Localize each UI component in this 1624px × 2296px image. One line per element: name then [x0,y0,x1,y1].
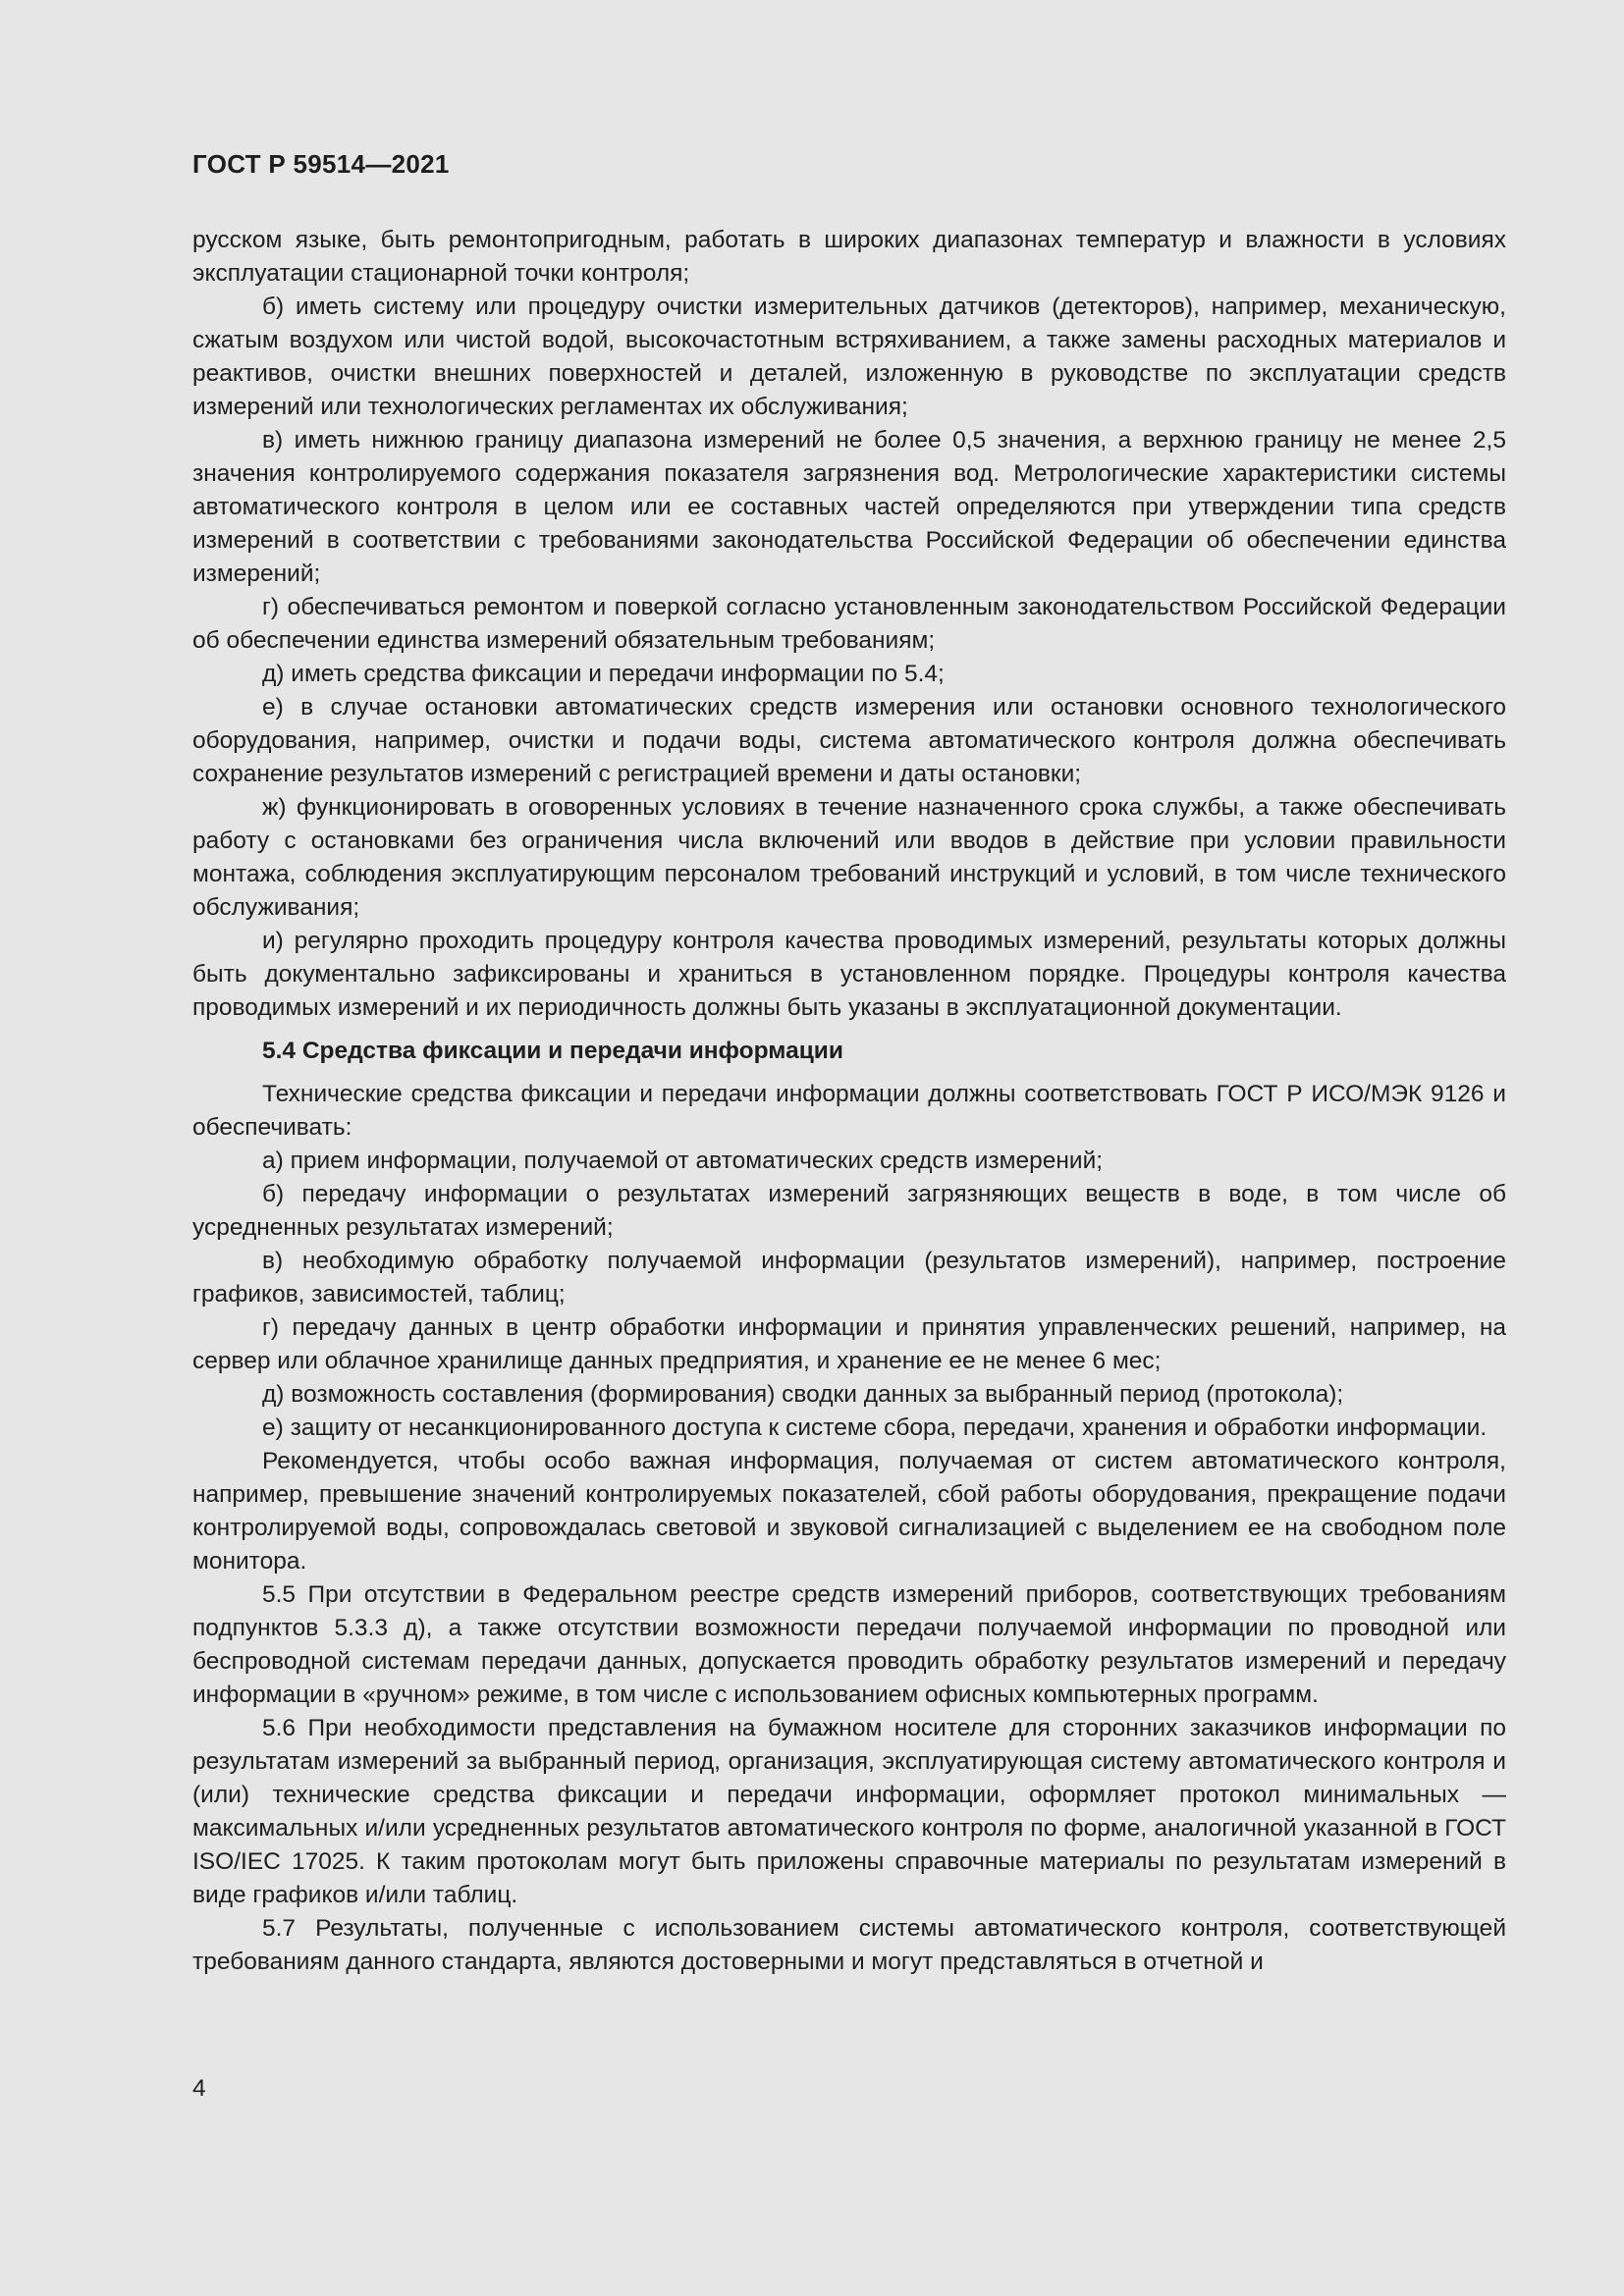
page-number: 4 [192,2075,206,2102]
list-item-a: а) прием информации, получаемой от автоматических средств измерений; [262,1148,1104,1174]
list-item-v: в) иметь нижнюю границу диапазона измерений не более 0,5 значения, а верхнюю границу не менее 2,5 значения контролируемого содержания показателя загрязнения вод. Метрологические характеристики системы автоматического контроля в целом или ее составных частей определяются при утверждении типа средств измерений в соответствии с требованиями законодательства Российской Федерации об обеспечении единства измерений; [192,427,1506,587]
list-item-zh: ж) функционировать в оговоренных условиях в течение назначенного срока службы, а также обеспечивать работу с остановками без ограничения числа включений или вводов в действие при условии правильности монтажа, соблюдения эксплуатирующим персоналом требований инструкций и условий, в том числе технического обслуживания; [192,794,1506,921]
recommendation-paragraph: Рекомендуется, чтобы особо важная информация, получаемая от систем автоматического контроля, например, превышение значений контролируемых показателей, сбой работы оборудования, прекращение подачи контролируемой воды, сопровождалась световой и звуковой сигнализацией с выделением ее на свободном поле монитора. [192,1448,1506,1575]
list-item-g: г) обеспечиваться ремонтом и поверкой согласно установленным законодательством Российской Федерации об обеспечении единства измерений обязательным требованиям; [192,594,1506,654]
list-item-g: г) передачу данных в центр обработки информации и принятия управленческих решений, например, на сервер или облачное хранилище данных предприятия, и хранение ее не менее 6 мес; [192,1314,1506,1374]
list-item-i: и) регулярно проходить процедуру контроля качества проводимых измерений, результаты которых должны быть документально зафиксированы и храниться в установленном порядке. Процедуры контроля качества проводимых измерений и их периодичность должны быть указаны в эксплуатационной документации. [192,928,1506,1021]
clause-5-7: 5.7 Результаты, полученные с использованием системы автоматического контроля, соответствующей требованиям данного стандарта, являются достоверными и могут представляться в отчетной и [192,1915,1506,1975]
list-item-b: б) иметь систему или процедуру очистки измерительных датчиков (детекторов), например, механическую, сжатым воздухом или чистой водой, высокочастотным встряхиванием, а также замены расходных материалов и реактивов, очистки внешних поверхностей и деталей, изложенную в руководстве по эксплуатации средств измерений или технологических регламентах их обслуживания; [192,294,1506,420]
clause-5-6: 5.6 При необходимости представления на бумажном носителе для сторонних заказчиков информации по результатам измерений за выбранный период, организация, эксплуатирующая систему автоматического контроля и (или) технические средства фиксации и передачи информации, оформляет протокол минимальных — максимальных и/или усредненных результатов автоматического контроля по форме, аналогичной указанной в ГОСТ ISO/IEC 17025. К таким протоколам могут быть приложены справочные материалы по результатам измерений в виде графиков и/или таблиц. [192,1715,1506,1908]
list-item-b: б) передачу информации о результатах измерений загрязняющих веществ в воде, в том числе об усредненных результатах измерений; [192,1181,1506,1241]
document-header: ГОСТ Р 59514—2021 [192,149,450,179]
paragraph-continuation: русском языке, быть ремонтопригодным, работать в широких диапазонах температур и влажности в условиях эксплуатации стационарной точки контроля; [192,227,1506,287]
section-heading-5-4: 5.4 Средства фиксации и передачи информации [262,1038,843,1064]
list-item-d: д) возможность составления (формирования) сводки данных за выбранный период (протокола); [262,1381,1344,1408]
document-body [192,224,1506,1979]
clause-5-5: 5.5 При отсутствии в Федеральном реестре средств измерений приборов, соответствующих требованиям подпунктов 5.3.3 д), а также отсутствии возможности передачи получаемой информации по проводной или беспроводной системам передачи данных, допускается проводить обработку результатов измерений и передачу информации в «ручном» режиме, в том числе с использованием офисных компьютерных программ. [192,1581,1506,1708]
section-intro: Технические средства фиксации и передачи информации должны соответствовать ГОСТ Р ИСО/МЭК 9126 и обеспечивать: [192,1081,1506,1141]
list-item-e: е) в случае остановки автоматических средств измерения или остановки основного технологического оборудования, например, очистки и подачи воды, система автоматического контроля должна обеспечивать сохранение результатов измерений с регистрацией времени и даты остановки; [192,694,1506,787]
list-item-d: д) иметь средства фиксации и передачи информации по 5.4; [262,661,945,687]
list-item-e: е) защиту от несанкционированного доступа к системе сбора, передачи, хранения и обработки информации. [262,1415,1488,1441]
list-item-v: в) необходимую обработку получаемой информации (результатов измерений), например, построение графиков, зависимостей, таблиц; [192,1248,1506,1308]
